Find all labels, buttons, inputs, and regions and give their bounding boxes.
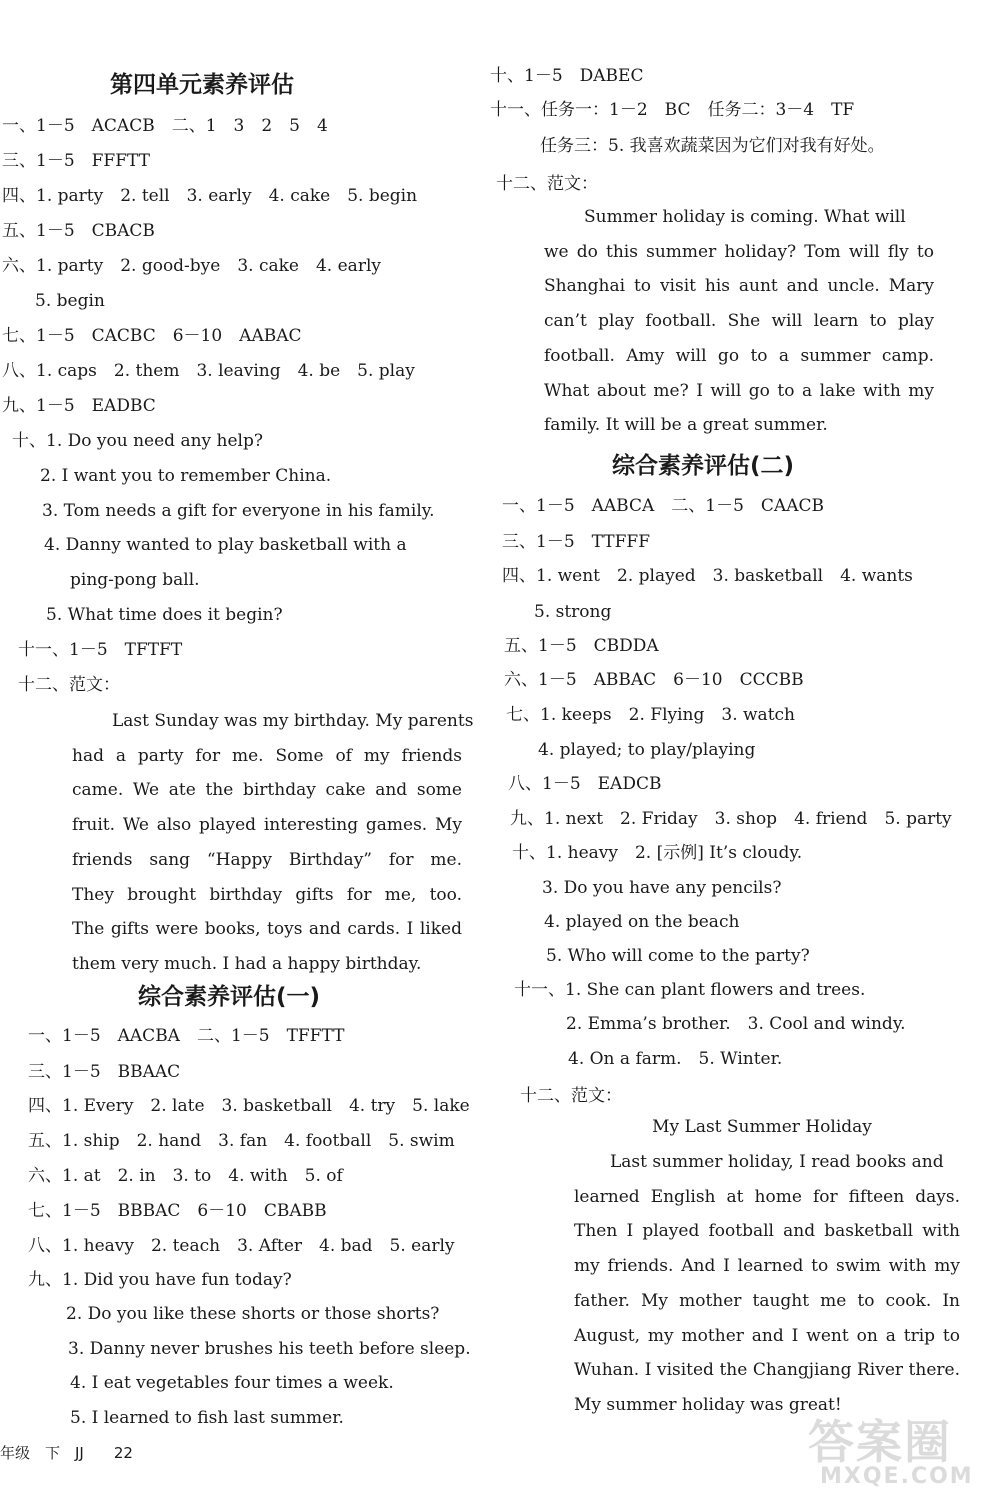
answer-line: 一、1－5 ACACB 二、1 3 2 5 4 [2, 116, 328, 136]
essay-line: father. My mother taught me to cook. In [574, 1290, 960, 1311]
answer-line: 九、1. next 2. Friday 3. shop 4. friend 5. party [510, 809, 952, 829]
essay-title: My Last Summer Holiday [652, 1117, 872, 1137]
answer-line: 七、1－5 BBBAC 6－10 CBABB [28, 1201, 327, 1221]
answer-line: 5. begin [35, 291, 105, 311]
answer-line: 三、1－5 TTFFF [502, 532, 651, 552]
essay-line: Last summer holiday, I read books and [610, 1152, 944, 1172]
answer-line: 十一、任务一：1－2 BC 任务二：3－4 TF [490, 100, 855, 120]
essay-line: had a party for me. Some of my friends [72, 745, 462, 766]
model-essay [574, 1145, 960, 1423]
answer-line: 3. Do you have any pencils? [542, 878, 782, 898]
answer-line: 十、1. Do you need any help? [12, 431, 263, 451]
answer-line: 一、1－5 AACBA 二、1－5 TFFTT [28, 1026, 345, 1046]
watermark-url: MXQE.COM [820, 1464, 974, 1489]
answer-line: 八、1. heavy 2. teach 3. After 4. bad 5. early [28, 1236, 455, 1256]
answer-line: 3. Danny never brushes his teeth before sleep. [68, 1339, 471, 1359]
essay-line: Then I played football and basketball with [574, 1221, 960, 1242]
essay-line: we do this summer holiday? Tom will fly to [544, 241, 934, 262]
answer-line: 十、1. heavy 2. [示例] It’s cloudy. [512, 843, 803, 863]
answer-line: 5. I learned to fish last summer. [70, 1408, 344, 1428]
answer-line: 十二、范文： [18, 675, 120, 695]
answer-line: 5. Who will come to the party? [546, 946, 810, 966]
answer-line: 3. Tom needs a gift for everyone in his family. [42, 501, 435, 521]
essay-line: can’t play football. She will learn to play [544, 311, 934, 332]
answer-line: 六、1. party 2. good-bye 3. cake 4. early [2, 256, 381, 276]
answer-line: 十一、1－5 TFTFT [18, 640, 183, 660]
comp1-title: 综合素养评估(一) [138, 984, 321, 1010]
essay-line: my friends. And I learned to swim with my [574, 1256, 960, 1277]
answer-line: 五、1－5 CBDDA [504, 636, 659, 656]
answer-line: 十二、范文： [520, 1086, 622, 1106]
answer-line: 五、1. ship 2. hand 3. fan 4. football 5. swim [28, 1131, 455, 1151]
unit4-title: 第四单元素养评估 [110, 72, 294, 98]
comp2-title: 综合素养评估(二) [612, 453, 795, 479]
answer-line: 五、1－5 CBACB [2, 221, 155, 241]
answer-line: 2. I want you to remember China. [40, 466, 332, 486]
answer-line: 任务三：5. 我喜欢蔬菜因为它们对我有好处。 [540, 136, 885, 156]
answer-line: 八、1. caps 2. them 3. leaving 4. be 5. play [2, 361, 415, 381]
essay-line: Shanghai to visit his aunt and uncle. Mary [544, 276, 934, 297]
answer-line: 5. strong [534, 602, 612, 622]
essay-line: came. We ate the birthday cake and some [72, 780, 462, 801]
essay-line: friends sang “Happy Birthday” for me. [72, 849, 462, 870]
model-essay [72, 704, 474, 982]
essay-line: August, my mother and I went on a trip to [574, 1325, 960, 1346]
answer-line: 四、1. Every 2. late 3. basketball 4. try 5. lake [28, 1096, 470, 1116]
answer-line: 七、1－5 CACBC 6－10 AABAC [2, 326, 302, 346]
answer-line: 4. played; to play/playing [538, 740, 756, 760]
answer-line: 十二、范文： [496, 174, 598, 194]
answer-line: 四、1. party 2. tell 3. early 4. cake 5. begin [2, 186, 418, 206]
essay-line: Summer holiday is coming. What will [584, 207, 906, 227]
answer-line: 十一、1. She can plant flowers and trees. [514, 980, 866, 1000]
essay-line: They brought birthday gifts for me, too. [72, 884, 462, 905]
answer-line: 九、1. Did you have fun today? [28, 1270, 292, 1290]
essay-line: football. Amy will go to a summer camp. [544, 345, 934, 366]
essay-line: them very much. I had a happy birthday. [72, 953, 422, 974]
answer-line: 2. Do you like these shorts or those shorts? [66, 1304, 440, 1324]
answer-line: 4. I eat vegetables four times a week. [70, 1373, 394, 1393]
answer-line: 5. What time does it begin? [46, 605, 283, 625]
answer-line: 六、1－5 ABBAC 6－10 CCCBB [504, 670, 804, 690]
answer-line: 一、1－5 AABCA 二、1－5 CAACB [502, 496, 824, 516]
answer-line: 三、1－5 FFFTT [2, 151, 151, 171]
answer-line: 八、1－5 EADCB [508, 774, 662, 794]
watermark-text: 答案圈 [808, 1415, 952, 1469]
page-footer: 年级 下 JJ 22 [0, 1444, 133, 1462]
essay-line: Last Sunday was my birthday. My parents [112, 711, 474, 731]
essay-line: Wuhan. I visited the Changjiang River there. [574, 1360, 960, 1381]
essay-line: My summer holiday was great! [574, 1394, 842, 1415]
answer-line: 4. Danny wanted to play basketball with a [44, 535, 407, 555]
essay-line: fruit. We also played interesting games. My [72, 815, 462, 836]
answer-line: 六、1. at 2. in 3. to 4. with 5. of [28, 1166, 343, 1186]
essay-line: family. It will be a great summer. [544, 415, 828, 436]
answer-line: 七、1. keeps 2. Flying 3. watch [506, 705, 795, 725]
model-essay [544, 200, 934, 443]
answer-line: 4. On a farm. 5. Winter. [568, 1049, 783, 1069]
answer-line: 4. played on the beach [544, 912, 740, 932]
answer-line: 2. Emma’s brother. 3. Cool and windy. [566, 1014, 906, 1034]
essay-line: What about me? I will go to a lake with my [544, 380, 934, 401]
answer-line: 十、1－5 DABEC [490, 66, 644, 86]
answer-line: 三、1－5 BBAAC [28, 1062, 181, 1082]
essay-line: learned English at home for fifteen days. [574, 1186, 960, 1207]
answer-line: 四、1. went 2. played 3. basketball 4. wants [502, 566, 913, 586]
essay-line: The gifts were books, toys and cards. I liked [72, 919, 462, 940]
answer-line: ping-pong ball. [70, 570, 200, 590]
answer-line: 九、1－5 EADBC [2, 396, 156, 416]
watermark-logo [800, 1404, 990, 1494]
